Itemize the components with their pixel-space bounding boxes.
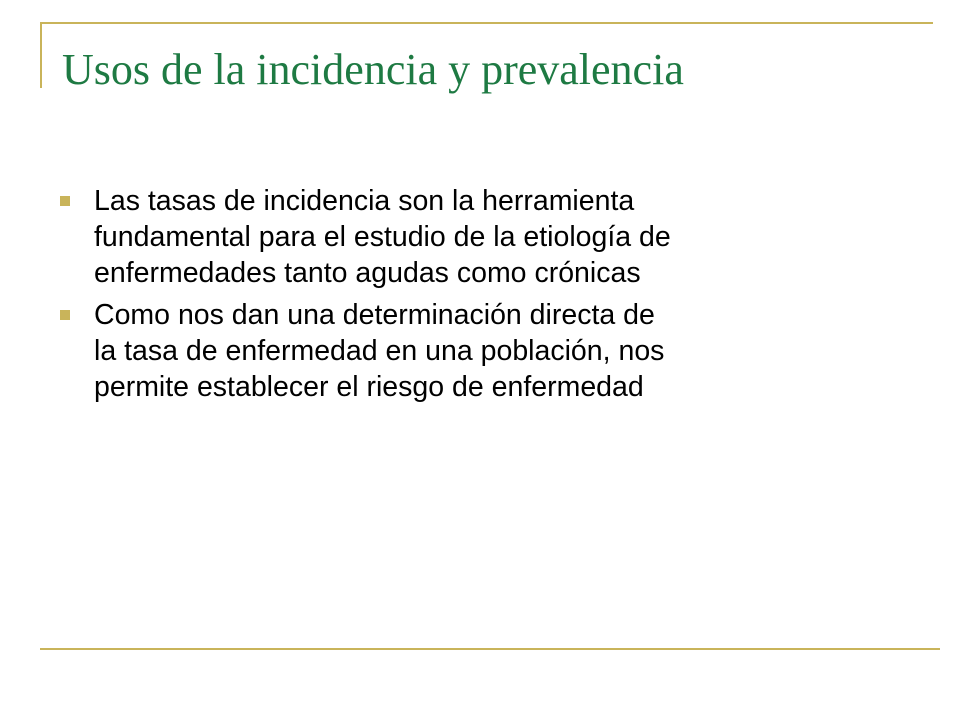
- square-bullet-icon: [60, 196, 70, 206]
- slide-title: Usos de la incidencia y prevalencia: [62, 45, 684, 94]
- frame-bottom-line: [40, 648, 940, 650]
- bullet-line: permite establecer el riesgo de enfermedad: [94, 371, 644, 403]
- frame-left-line: [40, 22, 42, 88]
- bullet-line: la tasa de enfermedad en una población, nos: [94, 335, 665, 367]
- bullet-list: [60, 183, 910, 411]
- bullet-item: [60, 297, 910, 405]
- frame-top-line: [40, 22, 933, 24]
- bullet-item: [60, 183, 910, 291]
- bullet-line: enfermedades tanto agudas como crónicas: [94, 257, 641, 289]
- bullet-line: fundamental para el estudio de la etiología de: [94, 221, 671, 253]
- square-bullet-icon: [60, 310, 70, 320]
- bullet-line: Las tasas de incidencia son la herramienta: [94, 185, 635, 217]
- bullet-line: Como nos dan una determinación directa de: [94, 299, 655, 331]
